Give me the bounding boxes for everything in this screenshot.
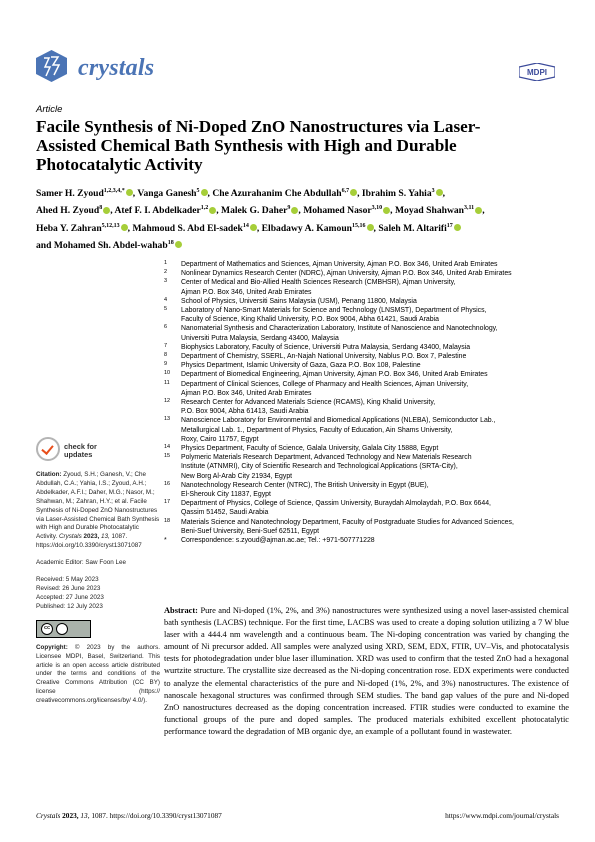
citation — [36, 471, 160, 551]
affiliation-number: 13 — [164, 416, 171, 423]
author-affiliation-numbers: 15,16 — [352, 222, 366, 229]
affiliation-item — [164, 260, 569, 269]
affiliation-item — [164, 444, 569, 453]
affiliation-item — [164, 269, 569, 278]
attribution-icon — [56, 623, 68, 635]
author-affiliation-numbers: 1,2 — [200, 205, 209, 212]
author-separator: , — [127, 222, 133, 234]
affiliation-line: Department of Physics, College of Science, Qassim University, Buraydah Almolaydah, P.O. Box 6644, — [181, 500, 491, 508]
affiliation-line: Roxy, Cairo 11757, Egypt — [181, 435, 259, 443]
affiliation-line: Correspondence: s.zyoud@ajman.ac.ae; Tel.: +971-507771228 — [181, 537, 375, 545]
author-name: Malek G. Daher — [221, 205, 288, 217]
author-name: Mahmoud S. Abd El-sadek — [132, 222, 243, 234]
affiliation-number: 5 — [164, 306, 168, 313]
article-type: Article — [36, 104, 63, 115]
affiliation-item — [164, 352, 569, 361]
affiliation-line: P.O. Box 9004, Abha 61413, Saudi Arabia — [181, 408, 309, 416]
author-separator: , — [216, 205, 222, 217]
affiliation-line: Metallurgical Lab. 1., Department of Physics, Faculty of Education, Ain Shams University, — [181, 426, 453, 434]
crystals-logo-icon — [36, 50, 67, 82]
orcid-icon[interactable] — [126, 189, 133, 196]
citation-text: Zyoud, S.H.; Ganesh, V.; Che Abdullah, C.A.; Yahia, I.S.; Zyoud, A.H.; Abdelkader, A.F.I.; Daher, M.G.; Nasor, M.; Shahwan, M.; Zahran, H.Y.; et al. Facile Synthesis of Ni-Doped ZnO Nanostructures via Laser-Assisted Chemical Bath Synthesis with High and Durable Photocatalytic Activity. — [36, 471, 160, 541]
author-affiliation-numbers: 3,10 — [371, 205, 383, 212]
check-updates-label-2: updates — [64, 450, 93, 459]
affiliations-list — [164, 260, 569, 545]
affiliation-line: Faculty of Science, King Khalid University, P.O. Box 9004, Abha 61421, Saudi Arabia — [181, 316, 439, 324]
author-separator: , — [373, 222, 379, 234]
affiliation-line: Institute (ATNMRI), City of Scientific Research and Technological Applications (SRTA-City), — [181, 463, 458, 471]
affiliation-number: 12 — [164, 398, 171, 405]
author-name: Ahed H. Zyoud — [36, 205, 100, 217]
affiliation-line: Beni-Suef University, Beni-Suef 62511, Egypt — [181, 527, 320, 535]
affiliation-number: 8 — [164, 352, 168, 359]
orcid-icon[interactable] — [175, 241, 182, 248]
footer-citation — [36, 811, 222, 820]
affiliation-number: 10 — [164, 370, 171, 377]
author-separator: , — [442, 188, 446, 200]
affiliation-line: Universiti Putra Malaysia, Serdang 43400, Malaysia — [181, 334, 339, 342]
affiliation-line: Materials Science and Nanotechnology Department, Faculty of Postgraduate Studies for Advanced Sciences, — [181, 518, 514, 526]
orcid-icon[interactable] — [250, 224, 257, 231]
affiliation-item — [164, 380, 569, 398]
footer-journal: Crystals — [36, 811, 61, 820]
author-affiliation-numbers: 8 — [99, 205, 103, 212]
check-updates-icon — [36, 437, 60, 461]
affiliation-number: 18 — [164, 517, 171, 524]
journal-logo[interactable] — [36, 43, 158, 91]
academic-editor: Academic Editor: Saw Foon Lee — [36, 559, 126, 567]
affiliation-item — [164, 370, 569, 379]
orcid-icon[interactable] — [454, 224, 461, 231]
affiliation-item — [164, 481, 569, 499]
author-affiliation-numbers: 18 — [167, 240, 174, 247]
affiliation-line: Department of Clinical Sciences, College of Pharmacy and Health Sciences, Ajman University, — [181, 380, 469, 388]
citation-journal: Crystals — [58, 533, 82, 541]
affiliation-line: Biophysics Laboratory, Faculty of Science, Universiti Putra Malaysia, Serdang 43400, Malaysia — [181, 343, 471, 351]
citation-volume: 13, — [101, 533, 110, 541]
affiliation-line: Department of Mathematics and Sciences, Ajman University, Ajman P.O. Box 346, United Arab Emirates — [181, 261, 498, 268]
author-name: and Mohamed Sh. Abdel-wahab — [36, 240, 168, 252]
affiliation-item — [164, 398, 569, 416]
affiliation-line: Nonlinear Dynamics Research Center (NDRC), Ajman University, Ajman P.O. Box 346, United Arab Emirates — [181, 270, 512, 278]
citation-year: 2023, — [83, 533, 100, 541]
author-affiliation-numbers: 9 — [287, 205, 291, 212]
author-separator: , — [132, 188, 138, 200]
affiliation-line: Ajman P.O. Box 346, United Arab Emirates — [181, 288, 312, 296]
affiliation-number: 2 — [164, 269, 168, 276]
cc-license-badge[interactable] — [36, 620, 91, 638]
check-updates-label-1: check for — [64, 442, 97, 451]
author-list — [36, 184, 566, 254]
author-affiliation-numbers: 5,12,13 — [101, 222, 120, 229]
author-separator: , — [256, 222, 262, 234]
footer-volume: 13, — [80, 811, 90, 820]
author-separator: , — [298, 205, 304, 217]
author-separator: , — [207, 188, 213, 200]
affiliation-number: 3 — [164, 278, 168, 285]
affiliation-item — [164, 306, 569, 324]
abstract-label: Abstract: — [164, 606, 198, 615]
author-affiliation-numbers: 5 — [196, 188, 200, 194]
journal-name: crystals — [78, 55, 155, 81]
affiliation-item — [164, 297, 569, 306]
affiliation-line: Physics Department, Faculty of Science, Galala University, Galala City 15888, Egypt — [181, 445, 439, 453]
affiliation-number: 14 — [164, 444, 171, 451]
footer-doi[interactable]: 1087. https://doi.org/10.3390/cryst13071087 — [91, 811, 222, 820]
affiliation-number: 7 — [164, 342, 168, 349]
author-affiliation-numbers: 17 — [446, 222, 453, 229]
footer-year: 2023, — [62, 811, 79, 820]
author-separator: , — [482, 205, 485, 217]
affiliation-item — [164, 518, 569, 536]
author-name: Heba Y. Zahran — [36, 222, 102, 234]
author-affiliation-numbers: 3,11 — [464, 205, 475, 212]
sidebar — [36, 437, 160, 706]
author-name: Ibrahim S. Yahia — [361, 188, 432, 200]
author-affiliation-numbers: 1,2,3,4,* — [103, 188, 125, 194]
affiliation-line: Research Center for Advanced Materials Science (RCAMS), King Khalid University, — [181, 399, 436, 407]
author-name: Mohamed Nasor — [303, 205, 372, 217]
orcid-icon[interactable] — [436, 189, 443, 196]
author-separator: , — [110, 205, 115, 217]
author-affiliation-numbers: 14 — [242, 222, 249, 229]
affiliation-line: Nanoscience Laboratory for Environmental and Biomedical Applications (NLEBA), Semiconductor Lab., — [181, 417, 496, 425]
affiliation-number: * — [164, 537, 167, 545]
affiliation-line: Polymeric Materials Research Department, Advanced Technology and New Materials Research — [181, 454, 472, 462]
affiliation-number: 17 — [164, 499, 171, 506]
affiliation-line: New Borg Al-Arab City 21934, Egypt — [181, 472, 293, 480]
author-separator: , — [357, 188, 362, 200]
affiliation-item — [164, 536, 569, 545]
affiliation-line: Ajman P.O. Box 346, United Arab Emirates — [181, 389, 312, 397]
affiliation-item — [164, 361, 569, 370]
affiliation-line: School of Physics, Universiti Sains Malaysia (USM), Penang 11800, Malaysia — [181, 297, 417, 305]
affiliation-number: 9 — [164, 361, 168, 368]
affiliation-item — [164, 416, 569, 444]
copyright-label: Copyright: — [36, 643, 68, 651]
orcid-icon[interactable] — [367, 224, 374, 231]
orcid-icon[interactable] — [121, 224, 128, 231]
affiliation-number: 16 — [164, 480, 171, 487]
affiliation-item — [164, 324, 569, 342]
copyright-text: © 2023 by the authors. Licensee MDPI, Basel, Switzerland. This article is an open access article distributed under the terms and conditions of the Creative Commons Attribution (CC BY) license (https:// creativecommons.org/licenses/by/ 4.0/). — [36, 643, 160, 705]
affiliation-line: Nanotechnology Research Center (NTRC), The British University in Egypt (BUE), — [181, 481, 429, 489]
author-name: Atef F. I. Abdelkader — [114, 205, 201, 217]
affiliation-line: Department of Chemistry, SSERL, An-Najah National University, Nablus P.O. Box 7, Palestine — [181, 353, 467, 361]
date-received: Received: 5 May 2023 — [36, 576, 99, 584]
date-published: Published: 12 July 2023 — [36, 602, 103, 610]
affiliation-line: El-Sherouk City 11837, Egypt — [181, 491, 271, 499]
mdpi-logo-icon[interactable] — [519, 63, 555, 81]
affiliation-line: Nanomaterial Synthesis and Characterization Laboratory, Institute of Nanoscience and Nanotechnology, — [181, 325, 498, 333]
author-name: Moyad Shahwan — [394, 205, 465, 217]
author-name: Saleh M. Altarifi — [378, 222, 447, 234]
affiliation-number: 6 — [164, 324, 168, 331]
cc-icon: cc — [41, 623, 53, 635]
affiliation-line: Center of Medical and Bio-Allied Health Sciences Research (CMBHSR), Ajman University, — [181, 279, 456, 287]
author-separator: , — [390, 205, 395, 217]
affiliation-number: 15 — [164, 453, 171, 460]
orcid-icon[interactable] — [201, 189, 208, 196]
date-revised: Revised: 26 June 2023 — [36, 584, 101, 592]
date-accepted: Accepted: 27 June 2023 — [36, 593, 104, 601]
citation-label: Citation: — [36, 471, 62, 478]
affiliation-number: 4 — [164, 296, 168, 303]
author-name: Vanga Ganesh — [137, 188, 197, 200]
check-for-updates-button[interactable] — [36, 437, 160, 467]
author-name: Samer H. Zyoud — [36, 188, 104, 200]
affiliation-line: Department of Biomedical Engineering, Ajman University, Ajman P.O. Box 346, United Arab Emirates — [181, 371, 488, 379]
affiliation-line: Physics Department, Islamic University of Gaza, Gaza P.O. Box 108, Palestine — [181, 362, 421, 370]
article-title: Facile Synthesis of Ni-Doped ZnO Nanostructures via Laser-Assisted Chemical Bath Synthesis with High and Durable Photocatalytic Activity — [36, 117, 481, 174]
abstract-text: Pure and Ni-doped (1%, 2%, and 3%) nanostructures were synthesized using a novel laser-assisted chemical bath synthesis (LACBS) technique. For the first time, LACBS was used to create a doping solution utilizing a 7 W blue laser with a 444.4 nm wavelength and a continuous beam. The Ni-doping concentration was varied by changing the amount of Ni precursor added. All samples were analyzed using XRD, SEM, EDX, FTIR, UV–Vis, and photocatalysis tests for photodegradation under blue laser illumination. XRD was used to confirm that the tested ZnO had a hexagonal wurtzite structure. The crystallite size decreased as the Ni-doping concentration rose. EDX experiments were conducted to analyze the elemental characteristics of the pure and Ni-doped (1%, 2%, and 3%) nanostructures. The existence of nanoscale hexagonal structures was confirmed through SEM studies. The band gap values of the pure and Ni-doped ZnO nanostructures decreased as the doping concentration increased. FTIR studies were conducted to examine the functional groups of the pure and doped samples. The produced materials exhibited excellent photocatalytic performance toward the degradation of MB organic dye, an example of a pollutant found in wastewater. — [164, 606, 569, 736]
affiliation-line: Qassim 51452, Saudi Arabia — [181, 509, 269, 517]
citation-doi[interactable]: 1087. https://doi.org/10.3390/cryst13071087 — [36, 533, 142, 550]
affiliation-item — [164, 278, 569, 296]
affiliation-item — [164, 453, 569, 481]
abstract — [164, 605, 569, 738]
copyright-notice — [36, 644, 160, 706]
footer-journal-url[interactable]: https://www.mdpi.com/journal/crystals — [445, 811, 559, 820]
affiliation-item — [164, 499, 569, 517]
affiliation-number: 11 — [164, 379, 170, 386]
author-name: Che Azurahanim Che Abdullah — [212, 188, 342, 200]
affiliation-line: Laboratory of Nano-Smart Materials for Science and Technology (LNSMST), Department of Physics, — [181, 307, 487, 315]
mdpi-logo-text: MDPI — [527, 68, 547, 77]
affiliation-item — [164, 343, 569, 352]
affiliation-number: 1 — [164, 260, 168, 266]
author-affiliation-numbers: 6,7 — [341, 188, 350, 194]
author-affiliation-numbers: 3 — [431, 188, 435, 194]
author-name: Elbadawy A. Kamoun — [261, 222, 353, 234]
